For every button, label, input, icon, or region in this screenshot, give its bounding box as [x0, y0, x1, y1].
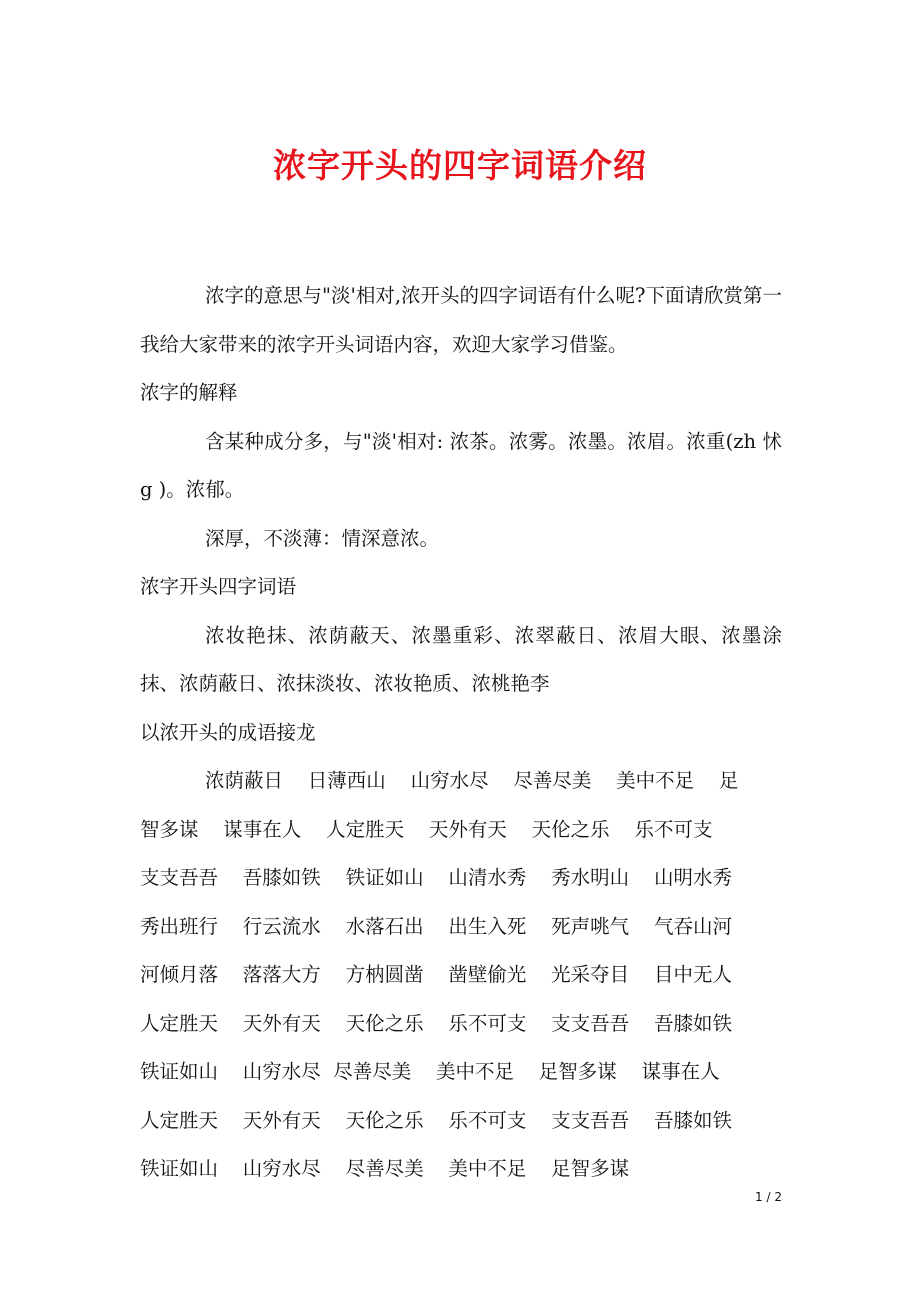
definition-paragraph-1: 含某种成分多，与"淡'相对: 浓茶。浓雾。浓墨。浓眉。浓重(zh 怵 g )。浓郁。: [140, 429, 782, 501]
section-heading-chain: 以浓开头的成语接龙: [140, 720, 316, 744]
definition-paragraph-2: 深厚，不淡薄：情深意浓。: [205, 526, 440, 550]
intro-paragraph: 浓字的意思与"淡'相对,浓开头的四字词语有什么呢?下面请欣赏第一我给大家带来的浓字开头词语内容，欢迎大家学习借鉴。: [140, 284, 782, 356]
idiom-chain-row: 河倾月落 落落大方 方枘圆凿 凿壁偷光 光采夺目 目中无人: [140, 963, 732, 986]
idiom-chain-row: 人定胜天 天外有天 天伦之乐 乐不可支 支支吾吾 吾膝如铁: [140, 1011, 732, 1035]
idiom-chain-row: 支支吾吾 吾膝如铁 铁证如山 山清水秀 秀水明山 山明水秀: [140, 866, 732, 889]
idiom-chain-row: 浓荫蔽日 日薄西山 山穷水尽 尽善尽美 美中不足 足: [205, 769, 739, 792]
idiom-chain-row: 铁证如山 山穷水尽 尽善尽美 美中不足 足智多谋 谋事在人: [140, 1060, 720, 1083]
document-title: 浓字开头的四字词语介绍: [273, 146, 647, 185]
word-list-paragraph: 浓妆艳抹、浓荫蔽天、浓墨重彩、浓翠蔽日、浓眉大眼、浓墨涂抹、浓荫蔽日、浓抹淡妆、浓妆艳质、浓桃艳李: [140, 623, 782, 695]
idiom-chain-row: 人定胜天 天外有天 天伦之乐 乐不可支 支支吾吾 吾膝如铁: [140, 1108, 732, 1132]
page-number: 1 / 2: [755, 1190, 782, 1204]
idiom-chain: [140, 757, 782, 1194]
idiom-chain-row: 铁证如山 山穷水尽 尽善尽美 美中不足 足智多谋: [140, 1157, 630, 1180]
section-heading-words: 浓字开头四字词语: [140, 575, 297, 598]
section-heading-definition: 浓字的解释: [140, 381, 238, 404]
document-body: [140, 272, 782, 1194]
idiom-chain-row: 秀出班行 行云流水 水落石出 出生入死 死声咷气 气吞山河: [140, 914, 732, 938]
idiom-chain-row: 智多谋 谋事在人 人定胜天 天外有天 天伦之乐 乐不可支: [140, 817, 713, 841]
